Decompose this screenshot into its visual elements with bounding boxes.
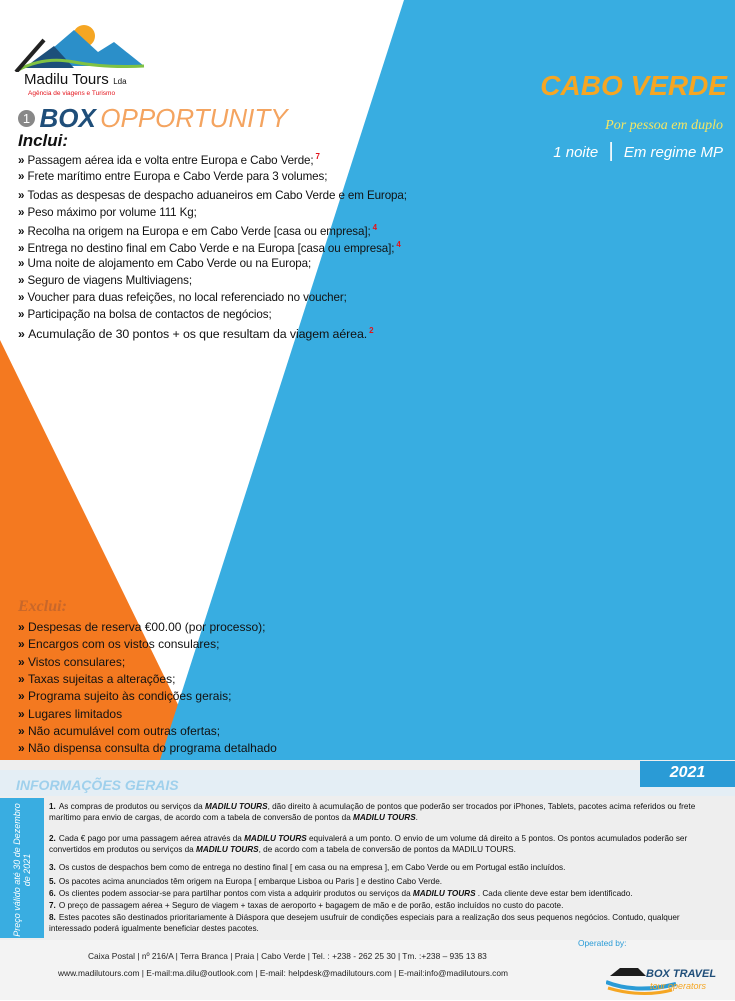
exclude-item: » Não acumulável com outras ofertas; xyxy=(18,724,220,738)
year-label: 2021 xyxy=(669,764,706,781)
include-item xyxy=(18,257,311,270)
exclude-item: » Vistos consulares; xyxy=(18,655,125,669)
note-brand: MADILU TOURS xyxy=(204,802,268,811)
operator-name: BOX TRAVEL xyxy=(646,968,717,980)
footnote-ref: 2 xyxy=(369,326,374,335)
footnote-ref: 4 xyxy=(372,223,377,232)
include-item xyxy=(18,308,272,321)
note-pre: As compras de produtos ou serviços da xyxy=(58,802,205,811)
regime-label: Em regime MP xyxy=(623,144,723,161)
include-item-text: Seguro de viagens Multiviagens; xyxy=(27,274,192,287)
validity-label: Preço válido até 30 de Dezembro de 2021 xyxy=(12,803,32,937)
include-item xyxy=(18,274,192,287)
note-num: 1. xyxy=(49,802,56,811)
note-pre: Os custos de despachos bem como de entrega no destino final [ em casa ou na empresa ], em Cabo Verde ou em Portugal estão incluídos. xyxy=(58,863,566,872)
note-num: 2. xyxy=(49,834,56,843)
info-note xyxy=(49,877,704,888)
info-note xyxy=(49,913,704,934)
note-brand: MADILU TOURS xyxy=(244,834,307,843)
info-note xyxy=(49,834,704,855)
exclude-item: » Despesas de reserva €00.00 (por processo); xyxy=(18,620,265,634)
include-item-text: Recolha na origem na Europa e em Cabo Verde [casa ou empresa]; xyxy=(27,224,371,238)
note-end: . xyxy=(415,812,418,822)
includes-heading: Inclui: xyxy=(18,131,69,150)
include-item xyxy=(18,189,407,202)
include-item xyxy=(18,223,377,238)
note-pre: O preço de passagem aérea + Seguro de viagem + taxas de aeroporto + bagagem de mão e de porão, estão incluídos no custo do pacote. xyxy=(58,901,564,910)
logo-mountain-icon xyxy=(14,16,154,72)
per-person-label: Por pessoa em duplo xyxy=(605,118,723,133)
include-item xyxy=(18,170,327,183)
include-item xyxy=(18,240,401,255)
note-num: 7. xyxy=(49,901,56,910)
include-item-text: Todas as despesas de despacho aduaneiros em Cabo Verde e em Europa; xyxy=(27,189,407,202)
info-heading: INFORMAÇÕES GERAIS xyxy=(16,777,179,793)
note-pre: Os clientes podem associar-se para partilhar pontos com vista a adquirir produtos ou serviços da xyxy=(58,889,413,898)
page-title xyxy=(18,103,288,134)
brand-suffix: Lda xyxy=(113,77,127,86)
info-note xyxy=(49,889,704,900)
brand-name: Madilu Tours xyxy=(24,71,109,88)
include-item-text: Entrega no destino final em Cabo Verde e na Europa [casa ou empresa]; xyxy=(27,241,395,255)
title-number-badge: 1 xyxy=(18,110,35,127)
note-pre: Os pacotes acima anunciados têm origem na Europa [ embarque Lisboa ou Paris ] e destino Cabo Verde. xyxy=(58,877,443,886)
excludes-heading: Exclui: xyxy=(18,598,67,615)
include-item xyxy=(18,291,347,304)
include-item-text: Frete marítimo entre Europa e Cabo Verde para 3 volumes; xyxy=(27,170,328,183)
include-item-text: Voucher para duas refeições, no local referenciado no voucher; xyxy=(27,291,347,304)
note-num: 5. xyxy=(49,877,56,886)
regime-line xyxy=(553,140,723,163)
note-brand2: MADILU TOURS xyxy=(196,844,259,854)
include-item xyxy=(18,206,197,219)
note-num: 3. xyxy=(49,863,56,872)
exclude-item: » Não dispensa consulta do programa detalhado xyxy=(18,741,277,755)
note-post: , dão direito à acumulação de pontos que poderão ser trocados por iPhones, Tablets, pacotes acima referidos ou frete marítimo para envio de cargas, de acordo com a tabela de conversão de pontos da xyxy=(49,802,696,822)
operator-logo xyxy=(606,950,730,996)
note-pre: Estes pacotes são destinados prioritariamente à Diáspora que desejem usufruir de condições especiais para a realização dos seus pequenos negócios. Contudo, qualquer interessado poderá igualmente beneficiar destes pacotes. xyxy=(49,913,680,933)
exclude-item: » Encargos com os vistos consulares; xyxy=(18,637,219,651)
note-brand: MADILU TOURS xyxy=(412,889,476,898)
destination-title: CABO VERDE xyxy=(540,70,727,101)
include-item-text: Participação na bolsa de contactos de negócios; xyxy=(27,308,272,321)
note-post: equivalerá a um ponto. O envio de um volume dá direito a 5 pontos. Os pontos acumulados poderão ser convertidos em produtos ou serviços da xyxy=(49,834,688,854)
note-num: 6. xyxy=(49,889,56,898)
include-item xyxy=(18,326,373,341)
info-note xyxy=(49,863,704,874)
include-item-text: Passagem aérea ida e volta entre Europa e Cabo Verde; xyxy=(27,153,314,167)
footer-contacts[interactable]: www.madilutours.com | E-mail:ma.dilu@outlook.com | E-mail: helpdesk@madilutours.com | E-mail:info@madilutours.com xyxy=(58,968,508,978)
note-post: . Cada cliente deve estar bem identificado. xyxy=(475,889,633,898)
exclude-item: » Taxas sujeitas a alterações; xyxy=(18,672,175,686)
title-opportunity: OPPORTUNITY xyxy=(100,103,288,133)
include-item-text: Uma noite de alojamento em Cabo Verde ou na Europa; xyxy=(27,257,312,270)
footer-address: Caixa Postal | nº 216/A | Terra Branca | Praia | Cabo Verde | Tel. : +238 - 262 25 30 | Tm. :+238 – 935 13 83 xyxy=(88,951,487,961)
info-note xyxy=(49,901,704,912)
footnote-ref: 4 xyxy=(396,240,401,249)
include-item-text: Acumulação de 30 pontos + os que resultam da viagem aérea. xyxy=(28,327,368,342)
title-box: BOX xyxy=(39,103,96,133)
footnote-ref: 7 xyxy=(315,152,320,161)
regime-separator: | xyxy=(608,140,614,162)
operated-by-label: Operated by: xyxy=(578,938,627,948)
nights-label: 1 noite xyxy=(553,144,599,161)
note-end: , de acordo com a tabela de conversão de pontos da MADILU TOURS. xyxy=(258,844,516,854)
info-note xyxy=(49,802,704,823)
company-logo xyxy=(14,16,154,102)
include-item-text: Peso máximo por volume 111 Kg; xyxy=(27,206,197,219)
exclude-item: » Lugares limitados xyxy=(18,707,122,721)
include-item xyxy=(18,152,320,167)
brand-tagline: Agência de viagens e Turismo xyxy=(28,90,116,97)
note-num: 8. xyxy=(49,913,56,922)
operator-sub: tour operators xyxy=(650,981,707,991)
note-brand2: MADILU TOURS xyxy=(353,812,416,822)
note-pre: Cada € pago por uma passagem aérea através da xyxy=(58,834,245,843)
exclude-item: » Programa sujeito às condições gerais; xyxy=(18,689,231,703)
